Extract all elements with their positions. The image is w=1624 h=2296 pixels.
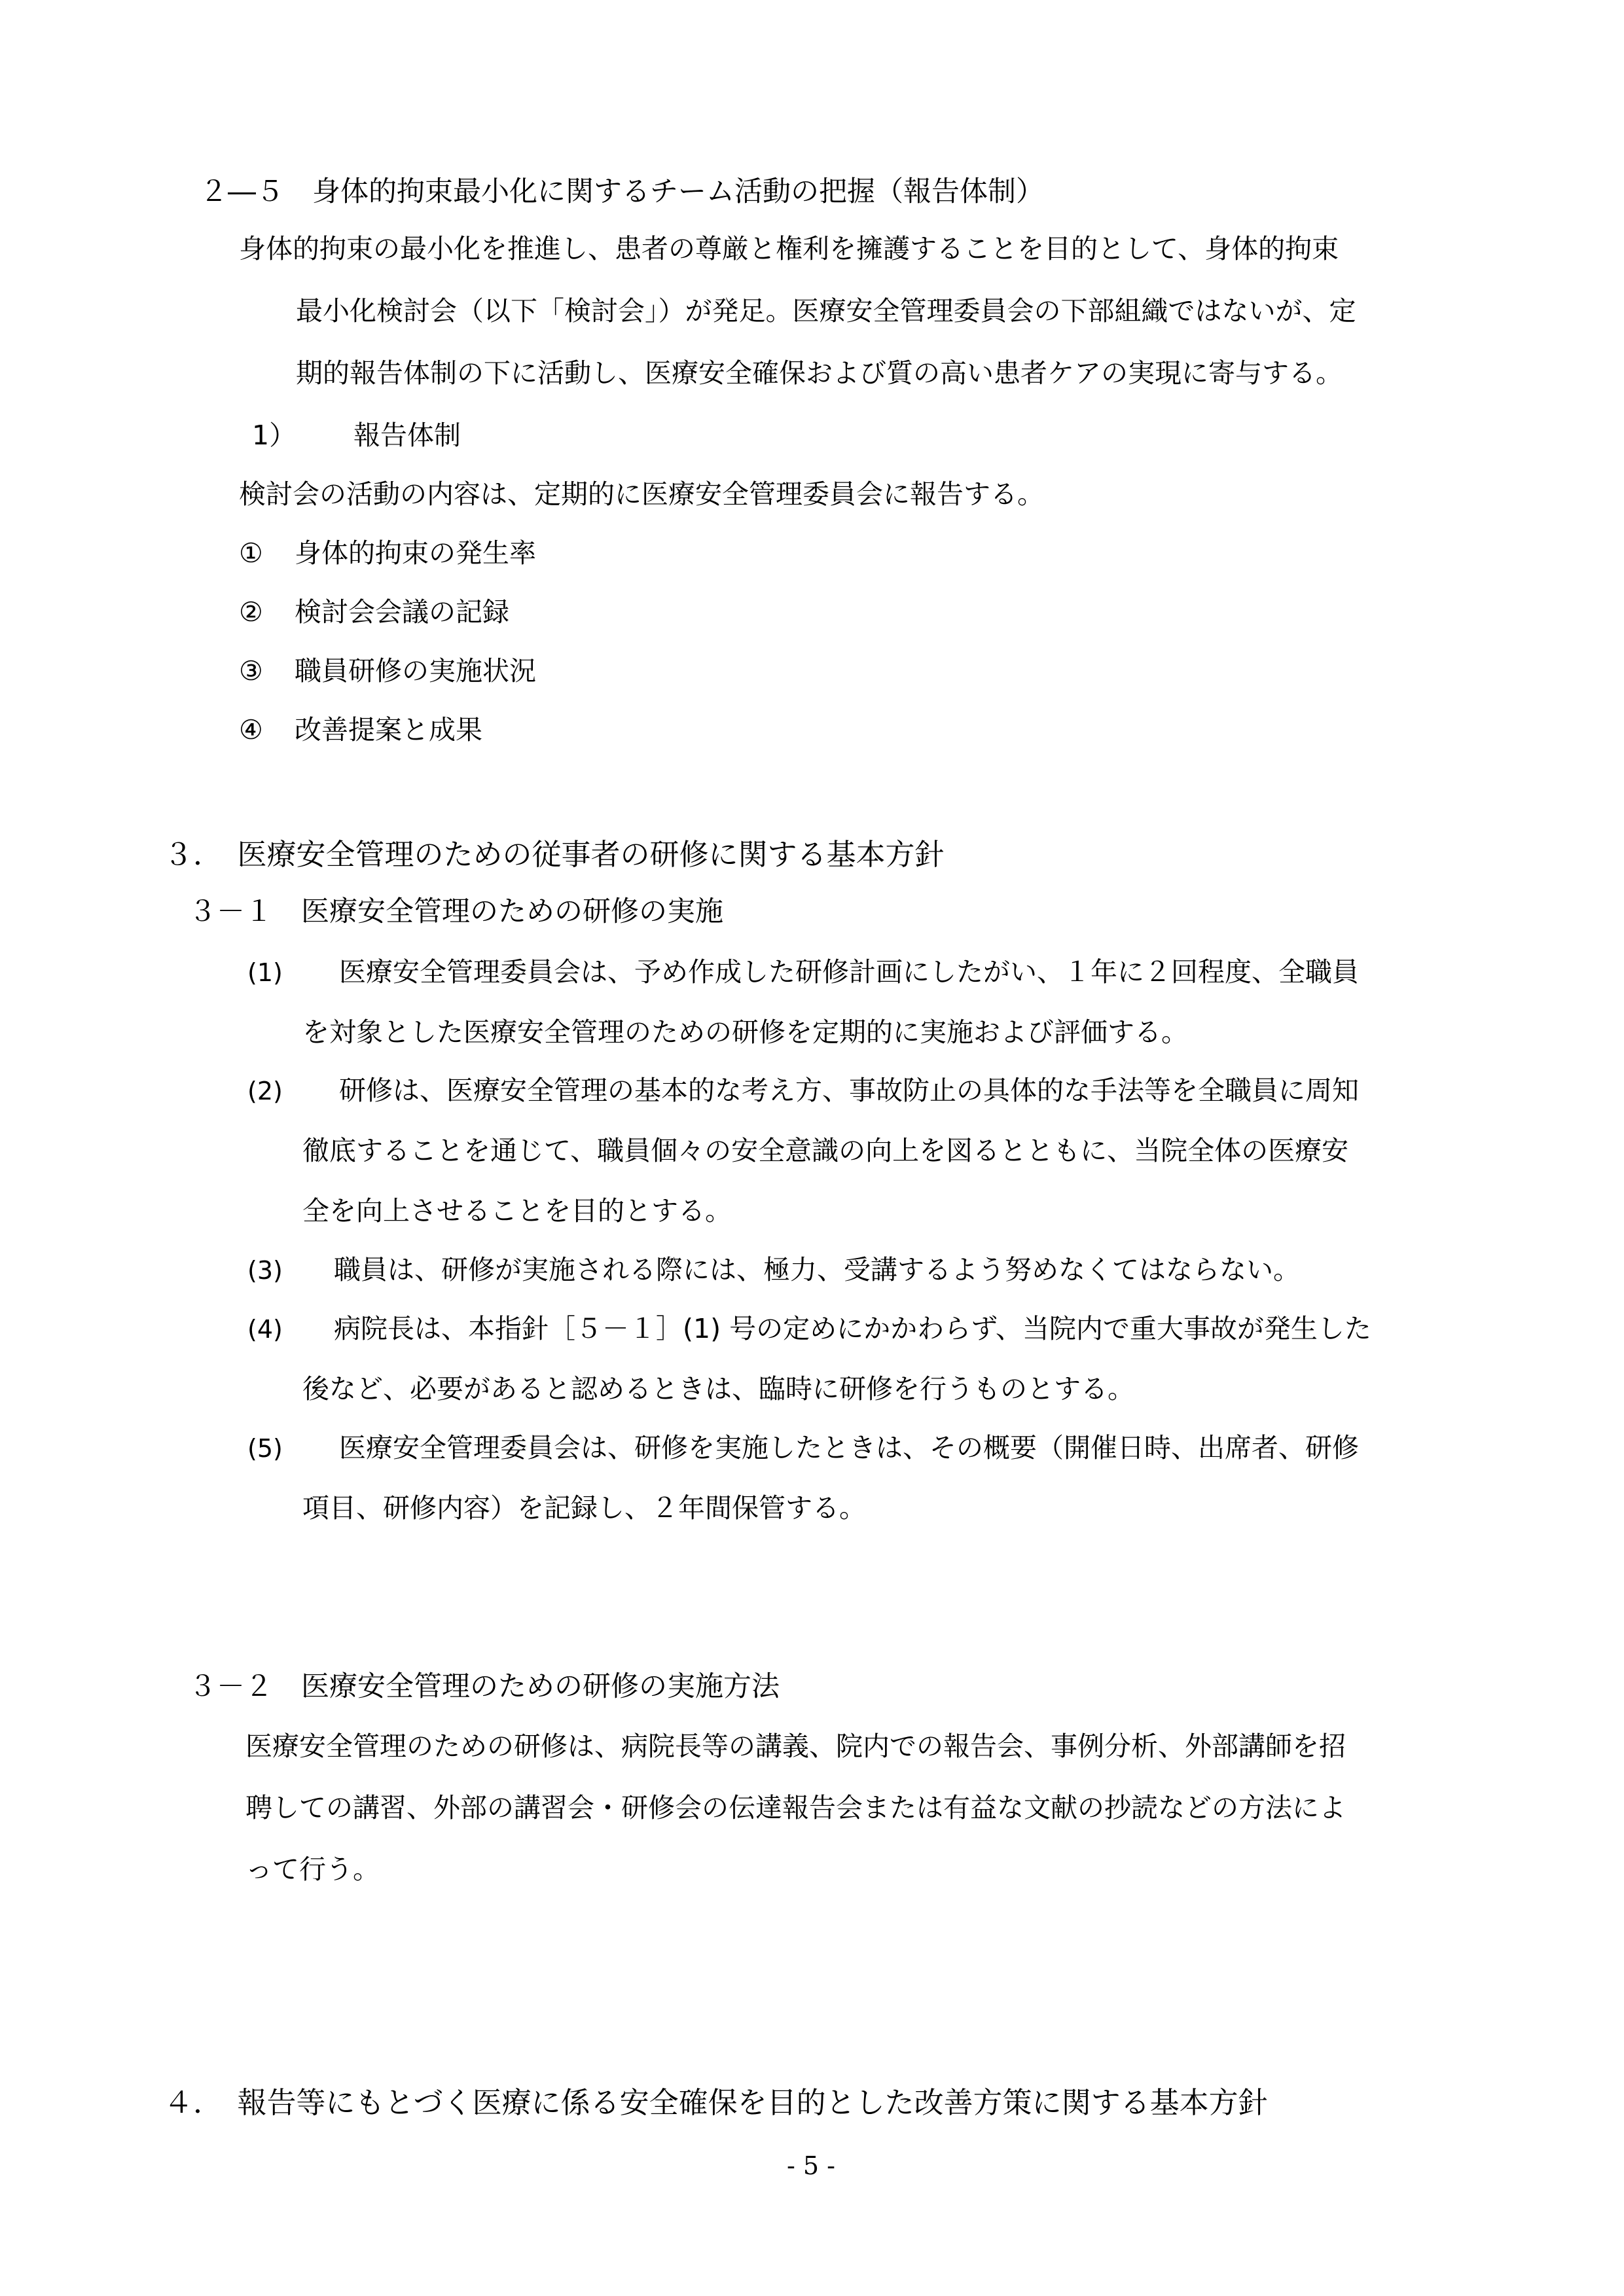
paragraph-line: って行う。 xyxy=(245,1854,380,1885)
item-line: 全を向上させることを目的とする。 xyxy=(302,1195,732,1227)
list-item-text: 検討会会議の記録 xyxy=(295,596,509,628)
list-item-mark: ④ xyxy=(239,714,263,745)
item-line: 医療安全管理委員会は、予め作成した研修計画にしたがい、１年に２回程度、全職員 xyxy=(339,956,1359,988)
item-line: 後など、必要があると認めるときは、臨時に研修を行うものとする。 xyxy=(302,1373,1134,1405)
section-heading-3: ３． 医療安全管理のための従事者の研修に関する基本方針 xyxy=(164,837,945,872)
paragraph-line: 医療安全管理のための研修は、病院長等の講義、院内での報告会、事例分析、外部講師を招 xyxy=(245,1731,1346,1762)
section-heading-3-2: ３－２ 医療安全管理のための研修の実施方法 xyxy=(189,1670,780,1703)
item-number: (2) xyxy=(247,1077,283,1105)
paragraph-line: 最小化検討会（以下「検討会」）が発足。医療安全管理委員会の下部組織ではないが、定 xyxy=(296,295,1356,327)
section-heading-4: ４． 報告等にもとづく医療に係る安全確保を目的とした改善方策に関する基本方針 xyxy=(164,2085,1268,2120)
item-line: を対象とした医療安全管理のための研修を定期的に実施および評価する。 xyxy=(302,1016,1188,1048)
paragraph-line: 聘しての講習、外部の講習会・研修会の伝達報告会または有益な文献の抄読などの方法によ xyxy=(245,1792,1346,1823)
item-number: (1) xyxy=(247,958,283,987)
list-item-text: 職員研修の実施状況 xyxy=(295,655,536,687)
subsection-number: 1） xyxy=(252,420,297,451)
item-number: (3) xyxy=(247,1256,283,1285)
list-item-text: 改善提案と成果 xyxy=(295,714,482,745)
item-line: 医療安全管理委員会は、研修を実施したときは、その概要（開催日時、出席者、研修 xyxy=(339,1432,1359,1463)
list-item-mark: ① xyxy=(239,537,263,569)
item-line: 徹底することを通じて、職員個々の安全意識の向上を図るとともに、当院全体の医療安 xyxy=(302,1135,1349,1166)
item-line: 研修は、医療安全管理の基本的な考え方、事故防止の具体的な手法等を全職員に周知 xyxy=(339,1075,1359,1106)
list-item-mark: ③ xyxy=(239,655,263,687)
item-number: (5) xyxy=(247,1434,283,1463)
item-line: 病院長は、本指針［５－１］(1) 号の定めにかかわらず、当院内で重大事故が発生した xyxy=(334,1313,1371,1344)
item-line: 項目、研修内容）を記録し、２年間保管する。 xyxy=(302,1492,866,1524)
page-number: - 5 - xyxy=(787,2151,836,2180)
section-heading-3-1: ３－１ 医療安全管理のための研修の実施 xyxy=(189,895,723,928)
section-heading-2-5: ２―５ 身体的拘束最小化に関するチーム活動の把握（報告体制） xyxy=(200,175,1044,208)
paragraph-line: 身体的拘束の最小化を推進し、患者の尊厳と権利を擁護することを目的として、身体的拘束 xyxy=(239,233,1339,264)
item-number: (4) xyxy=(247,1315,283,1344)
item-line: 職員は、研修が実施される際には、極力、受講するよう努めなくてはならない。 xyxy=(334,1254,1300,1285)
subsection-title: 報告体制 xyxy=(353,420,461,451)
list-item-mark: ② xyxy=(239,596,263,628)
paragraph-line: 検討会の活動の内容は、定期的に医療安全管理委員会に報告する。 xyxy=(239,478,1044,510)
list-item-text: 身体的拘束の発生率 xyxy=(295,537,536,569)
paragraph-line: 期的報告体制の下に活動し、医療安全確保および質の高い患者ケアの実現に寄与する。 xyxy=(296,357,1343,389)
